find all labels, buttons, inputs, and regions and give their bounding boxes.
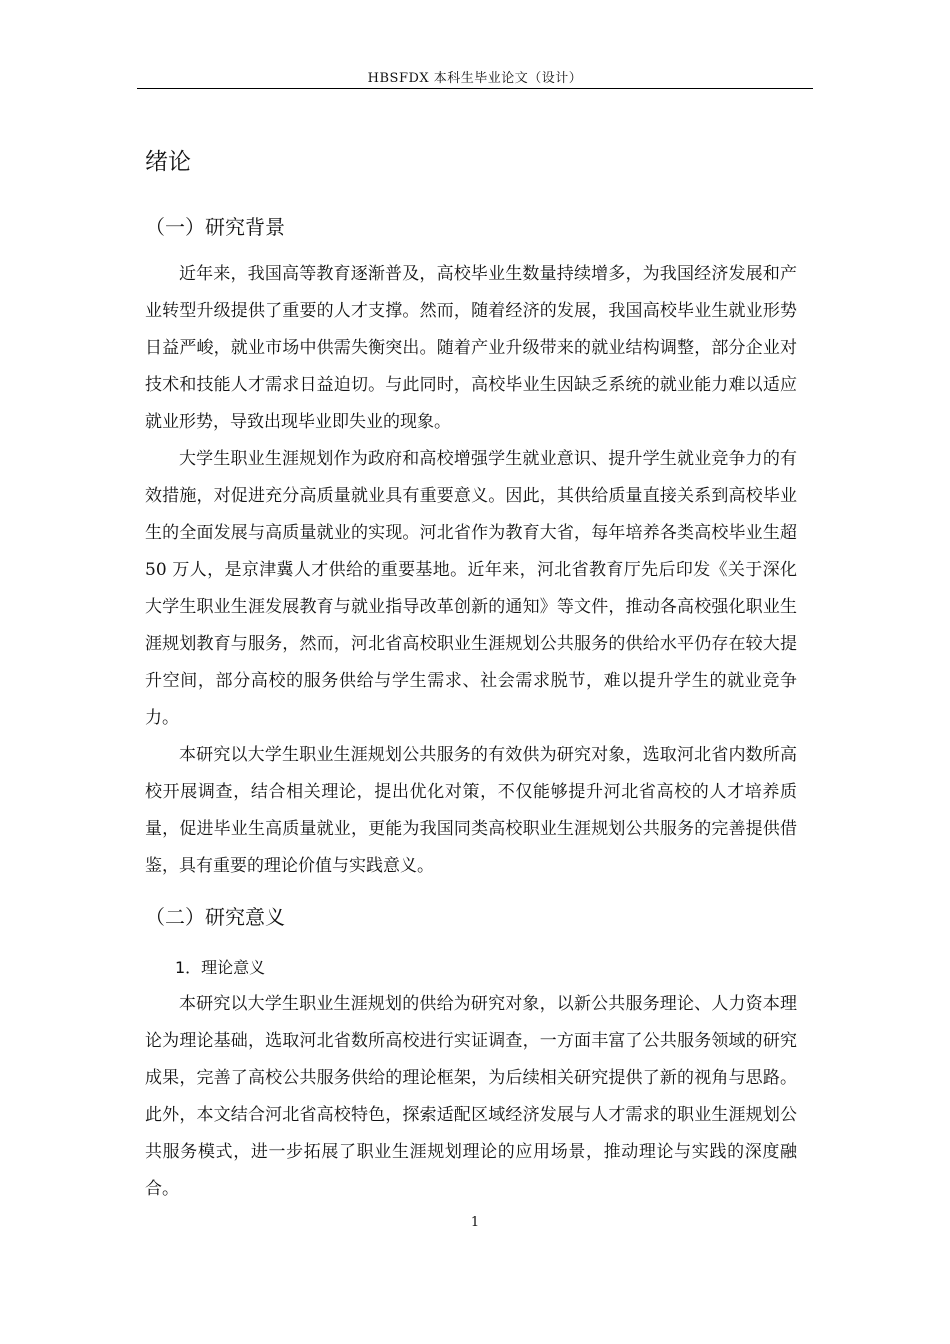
paragraph-background-2: 大学生职业生涯规划作为政府和高校增强学生就业意识、提升学生就业竞争力的有效措施，对促进充分高质量就业具有重要意义。因此，其供给质量直接关系到高校毕业生的全面发展与高质量就业的实现。河北省作为教育大省，每年培养各类高校毕业生超 50 万人，是京津冀人才供给的重要基地。近年来，河北省教育厅先后印发《关于深化大学生职业生涯发展教育与就业指导改革创新的通知》等文件，推动各高校强化职业生涯规划教育与服务，然而，河北省高校职业生涯规划公共服务的供给水平仍存在较大提升空间，部分高校的服务供给与学生需求、社会需求脱节，难以提升学生的就业竞争力。 — [145, 449, 797, 728]
header-rule — [137, 88, 813, 89]
section-title-significance: （二）研究意义 — [145, 905, 285, 929]
subsection-title-theory: 1．理论意义 — [175, 958, 266, 977]
paragraph-theory-1: 本研究以大学生职业生涯规划的供给为研究对象，以新公共服务理论、人力资本理论为理论基础，选取河北省数所高校进行实证调查，一方面丰富了公共服务领域的研究成果，完善了高校公共服务供给的理论框架，为后续相关研究提供了新的视角与思路。此外，本文结合河北省高校特色，探索适配区域经济发展与人才需求的职业生涯规划公共服务模式，进一步拓展了职业生涯规划理论的应用场景，推动理论与实践的深度融合。 — [145, 994, 797, 1199]
page-number: 1 — [470, 1215, 480, 1230]
chapter-title: 绪论 — [145, 149, 191, 175]
paragraph-background-1: 近年来，我国高等教育逐渐普及，高校毕业生数量持续增多，为我国经济发展和产业转型升级提供了重要的人才支撑。然而，随着经济的发展，我国高校毕业生就业形势日益严峻，就业市场中供需失衡突出。随着产业升级带来的就业结构调整，部分企业对技术和技能人才需求日益迫切。与此同时，高校毕业生因缺乏系统的就业能力难以适应就业形势，导致出现毕业即失业的现象。 — [145, 264, 797, 432]
paragraph-background-3: 本研究以大学生职业生涯规划公共服务的有效供为研究对象，选取河北省内数所高校开展调查，结合相关理论，提出优化对策，不仅能够提升河北省高校的人才培养质量，促进毕业生高质量就业，更能为我国同类高校职业生涯规划公共服务的完善提供借鉴，具有重要的理论价值与实践意义。 — [145, 745, 797, 876]
running-header: HBSFDX 本科生毕业论文（设计） — [367, 71, 583, 86]
section-title-background: （一）研究背景 — [145, 215, 285, 239]
